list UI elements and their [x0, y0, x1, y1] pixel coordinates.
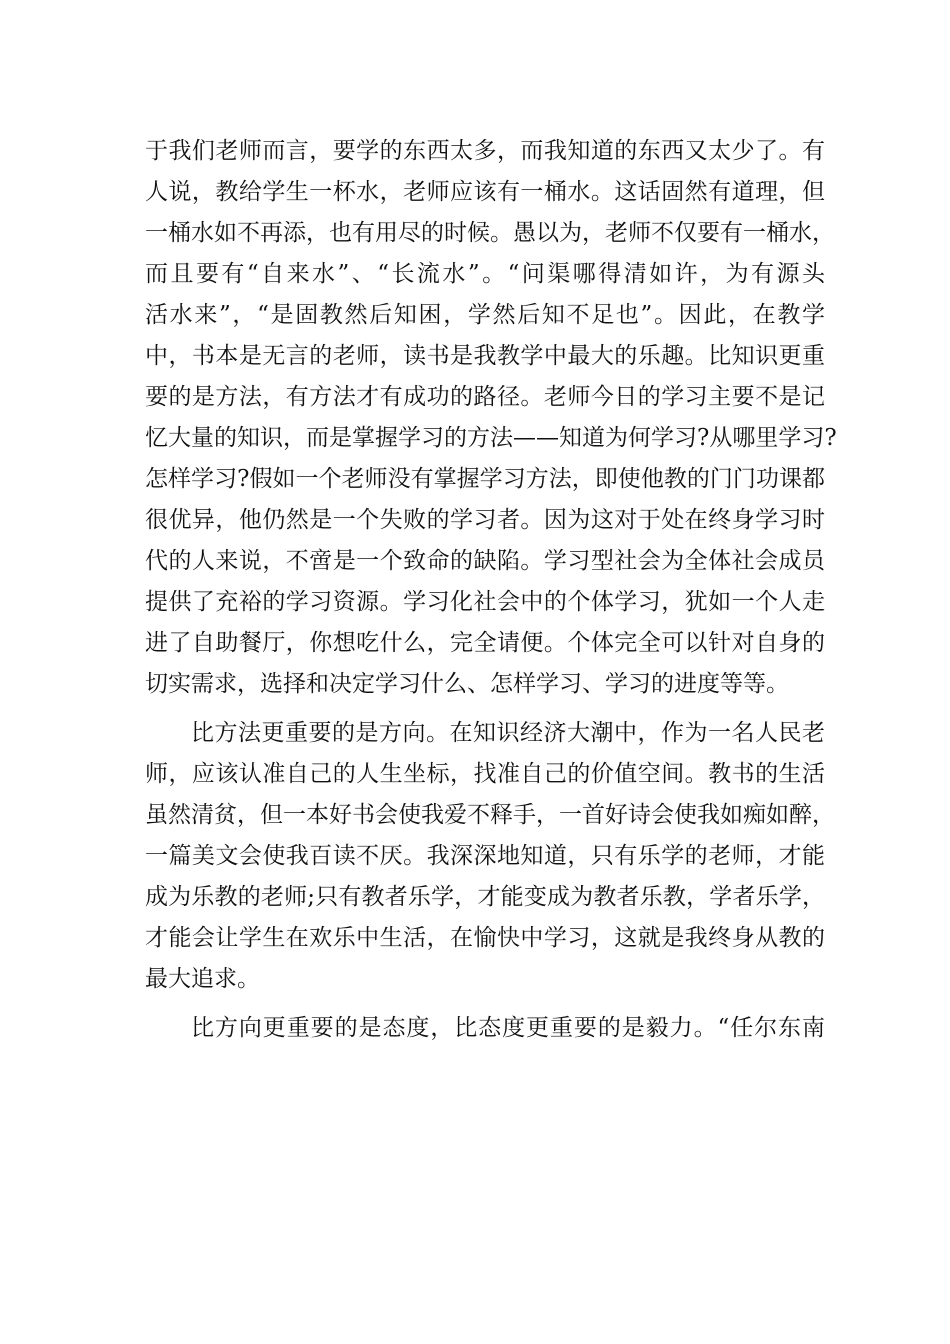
text-line: 成为乐教的老师;只有教者乐学，才能变成为教者乐教，学者乐学， [145, 884, 825, 910]
paragraph-gap [145, 1000, 825, 1008]
text-line: 于我们老师而言，要学的东西太多，而我知道的东西又太少了。有 [145, 138, 825, 164]
text-line: 活水来”，“是固教然后知困，学然后知不足也”。因此，在教学 [145, 302, 825, 328]
text-line: 一篇美文会使我百读不厌。我深深地知道，只有乐学的老师，才能 [145, 843, 825, 869]
text-line: 最大追求。 [145, 966, 260, 992]
text-line: 提供了充裕的学习资源。学习化社会中的个体学习，犹如一个人走 [145, 589, 825, 615]
paragraph-gap [145, 705, 825, 713]
text-line: 代的人来说，不啻是一个致命的缺陷。学习型社会为全体社会成员 [145, 548, 825, 574]
text-line: 要的是方法，有方法才有成功的路径。老师今日的学习主要不是记 [145, 384, 825, 410]
paragraph-1 [145, 131, 837, 705]
text-line: 比方法更重要的是方向。在知识经济大潮中，作为一名人民老 [191, 720, 825, 746]
text-line: 师，应该认准自己的人生坐标，找准自己的价值空间。教书的生活 [145, 761, 825, 787]
paragraph-2 [145, 713, 835, 1000]
text-line: 怎样学习?假如一个老师没有掌握学习方法，即使他教的门门功课都 [145, 466, 825, 492]
text-line: 比方向更重要的是态度，比态度更重要的是毅力。“任尔东南 [191, 1015, 825, 1041]
body-text [145, 131, 837, 1049]
text-line: 虽然清贫，但一本好书会使我爱不释手，一首好诗会使我如痴如醉， [145, 802, 835, 828]
text-line: 中，书本是无言的老师，读书是我教学中最大的乐趣。比知识更重 [145, 343, 825, 369]
text-line: 切实需求，选择和决定学习什么、怎样学习、学习的进度等等。 [145, 671, 789, 697]
text-line: 而且要有“自来水”、“长流水”。“问渠哪得清如许，为有源头 [145, 261, 825, 287]
text-line: 一桶水如不再添，也有用尽的时候。愚以为，老师不仅要有一桶水， [145, 220, 835, 246]
paragraph-3 [145, 1008, 825, 1049]
text-line: 进了自助餐厅，你想吃什么，完全请便。个体完全可以针对自身的 [145, 630, 825, 656]
text-line: 很优异，他仍然是一个失败的学习者。因为这对于处在终身学习时 [145, 507, 825, 533]
text-line: 人说，教给学生一杯水，老师应该有一桶水。这话固然有道理，但 [145, 179, 825, 205]
text-line: 才能会让学生在欢乐中生活，在愉快中学习，这就是我终身从教的 [145, 925, 825, 951]
text-line: 忆大量的知识，而是掌握学习的方法——知道为何学习?从哪里学习? [145, 425, 837, 451]
